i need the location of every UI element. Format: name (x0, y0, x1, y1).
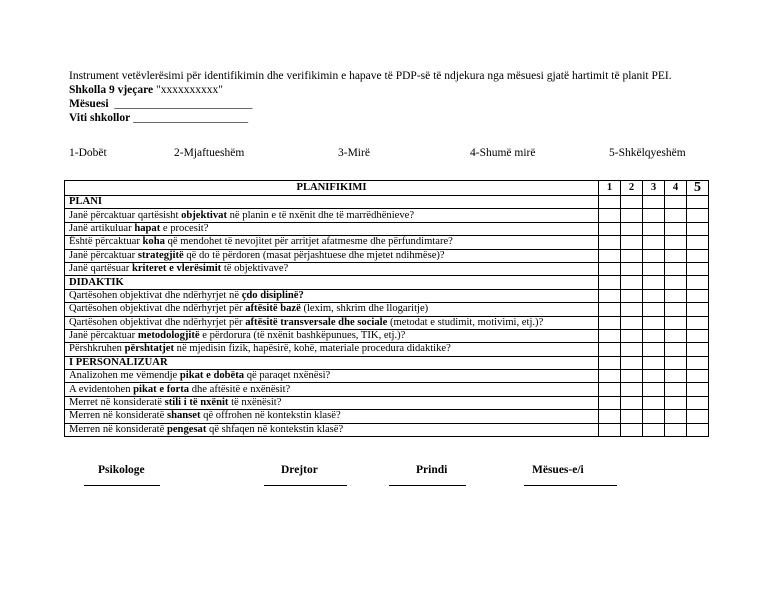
signature-label-drejtor: Drejtor (281, 464, 318, 476)
rating-cell[interactable] (687, 276, 709, 289)
criterion-text-post: (metodat e studimit, motivimi, etj.)? (387, 316, 544, 328)
criterion-text-post: në planin e të nxënit dhe të marrëdhënieve? (226, 209, 415, 221)
criterion-keyword: aftësitë transversale dhe sociale (245, 316, 388, 328)
column-header-5: 5 (687, 181, 709, 196)
rating-cell[interactable] (621, 356, 643, 369)
criterion-keyword: strategjitë (137, 249, 184, 261)
criterion-row (65, 329, 709, 342)
section-title: PLANI (65, 196, 599, 209)
rating-cell[interactable] (665, 303, 687, 316)
rating-cell[interactable] (687, 329, 709, 342)
criterion-keyword: stili i të nxënit (164, 397, 229, 409)
rating-cell[interactable] (687, 316, 709, 329)
rating-cell[interactable] (599, 303, 621, 316)
rating-cell[interactable] (665, 236, 687, 249)
criterion-text-pre: Qartësohen objektivat dhe ndërhyrjet për (69, 303, 246, 315)
rating-cell[interactable] (621, 196, 643, 209)
rating-cell[interactable] (687, 289, 709, 302)
rating-cell[interactable] (643, 236, 665, 249)
section-row (65, 356, 709, 369)
rating-cell[interactable] (643, 383, 665, 396)
criterion-keyword: hapat (134, 222, 161, 234)
rating-cell[interactable] (599, 262, 621, 275)
criterion-text-post: (lexim, shkrim dhe llogaritje) (300, 303, 429, 315)
rating-cell[interactable] (643, 222, 665, 235)
rating-cell[interactable] (599, 316, 621, 329)
rating-cell[interactable] (665, 276, 687, 289)
signature-line-mesues (524, 485, 617, 486)
scale-label-5: 5-Shkëlqyeshëm (609, 147, 686, 159)
rating-cell[interactable] (665, 343, 687, 356)
rating-cell[interactable] (665, 196, 687, 209)
rating-cell[interactable] (621, 262, 643, 275)
criterion-keyword: shanset (166, 410, 201, 422)
criterion-text-pre: Është përcaktuar (69, 236, 143, 248)
rating-cell[interactable] (687, 196, 709, 209)
rating-cell[interactable] (621, 343, 643, 356)
section-row (65, 196, 709, 209)
rating-cell[interactable] (665, 423, 687, 436)
criterion-row (65, 410, 709, 423)
rating-cell[interactable] (599, 276, 621, 289)
criterion-text (65, 303, 599, 316)
criterion-text-pre: Qartësohen objektivat dhe ndërhyrjet për (69, 316, 246, 328)
school-year-line: Viti shkollor ____________________ (69, 112, 249, 124)
rating-cell[interactable] (599, 423, 621, 436)
criterion-text-post: që mendohet të nevojitet për arritjet afatmesme dhe përfundimtare? (164, 236, 453, 248)
rating-cell[interactable] (687, 396, 709, 409)
criterion-keyword: pikat e forta (133, 383, 190, 395)
criterion-row (65, 383, 709, 396)
criterion-keyword: objektivat (181, 209, 227, 221)
table-title: PLANIFIKIMI (65, 181, 599, 196)
column-header-3: 3 (643, 181, 665, 196)
column-header-1: 1 (599, 181, 621, 196)
rating-cell[interactable] (687, 383, 709, 396)
rating-cell[interactable] (665, 209, 687, 222)
rating-cell[interactable] (665, 356, 687, 369)
rating-cell[interactable] (643, 316, 665, 329)
signature-line-drejtor (264, 485, 347, 486)
document-header (69, 69, 672, 125)
school-line: Shkolla 9 vjeçare "xxxxxxxxxx" (69, 84, 223, 96)
rating-cell[interactable] (599, 289, 621, 302)
rating-cell[interactable] (687, 423, 709, 436)
rating-cell[interactable] (643, 423, 665, 436)
criterion-keyword: koha (142, 236, 165, 248)
rating-cell[interactable] (599, 356, 621, 369)
rating-cell[interactable] (687, 370, 709, 383)
criterion-text (65, 370, 599, 383)
criterion-text-post: të nxënësit? (228, 397, 282, 409)
criterion-text-pre: Janë përcaktuar qartësisht (69, 209, 182, 221)
criterion-text (65, 423, 599, 436)
rating-cell[interactable] (687, 262, 709, 275)
rating-cell[interactable] (643, 303, 665, 316)
criterion-text-post: e procesit? (160, 222, 209, 234)
criterion-text-pre: Janë qartësuar (69, 263, 132, 275)
scale-label-4: 4-Shumë mirë (470, 147, 536, 159)
criterion-text-post: që paraqet nxënësi? (244, 370, 331, 382)
section-row (65, 276, 709, 289)
rating-cell[interactable] (687, 236, 709, 249)
rating-cell[interactable] (665, 316, 687, 329)
criterion-keyword: çdo disiplinë? (241, 289, 304, 301)
rating-cell[interactable] (687, 343, 709, 356)
rating-cell[interactable] (665, 289, 687, 302)
table-header-row (65, 181, 709, 196)
rating-cell[interactable] (643, 276, 665, 289)
signature-label-mesues: Mësues-e/i (532, 464, 584, 476)
criterion-text-post: që do të përdoren (masat përjashtuese dhe mjetet ndihmëse)? (183, 249, 445, 261)
criterion-keyword: aftësitë bazë (245, 303, 301, 315)
criterion-text (65, 262, 599, 275)
criterion-text (65, 383, 599, 396)
evaluation-table (64, 180, 709, 437)
rating-cell[interactable] (621, 383, 643, 396)
rating-cell[interactable] (665, 383, 687, 396)
criterion-text (65, 396, 599, 409)
criterion-row (65, 236, 709, 249)
criterion-keyword: pengesat (166, 423, 207, 435)
rating-cell[interactable] (687, 249, 709, 262)
criterion-row (65, 316, 709, 329)
criterion-text (65, 236, 599, 249)
signature-line-psikologe (84, 485, 160, 486)
scale-label-2: 2-Mjaftueshëm (174, 147, 245, 159)
rating-cell[interactable] (621, 236, 643, 249)
rating-cell[interactable] (599, 396, 621, 409)
criterion-text (65, 410, 599, 423)
criterion-row (65, 370, 709, 383)
criterion-row (65, 303, 709, 316)
document-title: Instrument vetëvlerësimi për identifikimin dhe verifikimin e hapave të PDP-së të ndjekura nga mësuesi gjatë hartimit të planit PEI. (69, 70, 672, 82)
criterion-row (65, 262, 709, 275)
rating-cell[interactable] (643, 289, 665, 302)
column-header-2: 2 (621, 181, 643, 196)
rating-cell[interactable] (687, 222, 709, 235)
rating-cell[interactable] (687, 303, 709, 316)
criterion-text-pre: Janë përcaktuar (69, 249, 138, 261)
criterion-row (65, 289, 709, 302)
criterion-text-post: dhe aftësitë e nxënësit? (189, 383, 291, 395)
rating-cell[interactable] (621, 396, 643, 409)
rating-cell[interactable] (665, 262, 687, 275)
criterion-text (65, 329, 599, 342)
signature-line-prindi (389, 485, 466, 486)
criterion-row (65, 423, 709, 436)
rating-cell[interactable] (687, 356, 709, 369)
rating-cell[interactable] (599, 222, 621, 235)
criterion-text (65, 343, 599, 356)
criterion-text-pre: Përshkruhen (69, 343, 125, 355)
rating-cell[interactable] (621, 329, 643, 342)
rating-cell[interactable] (599, 249, 621, 262)
rating-cell[interactable] (643, 410, 665, 423)
rating-cell[interactable] (621, 370, 643, 383)
rating-cell[interactable] (687, 410, 709, 423)
criterion-text-pre: A evidentohen (69, 383, 134, 395)
criterion-row (65, 249, 709, 262)
criterion-text-pre: Analizohen me vëmendje (69, 370, 180, 382)
section-title: DIDAKTIK (65, 276, 599, 289)
rating-cell[interactable] (665, 370, 687, 383)
signature-label-psikologe: Psikologe (98, 464, 145, 476)
rating-cell[interactable] (687, 209, 709, 222)
rating-cell[interactable] (599, 196, 621, 209)
rating-cell[interactable] (621, 303, 643, 316)
rating-cell[interactable] (621, 423, 643, 436)
criterion-text-post: në mjedisin fizik, hapësirë, kohë, materiale procedura didaktike? (174, 343, 451, 355)
rating-cell[interactable] (621, 209, 643, 222)
criterion-keyword: metodologjitë (137, 330, 200, 342)
rating-cell[interactable] (599, 343, 621, 356)
rating-cell[interactable] (621, 276, 643, 289)
rating-cell[interactable] (599, 383, 621, 396)
rating-cell[interactable] (621, 222, 643, 235)
rating-cell[interactable] (599, 329, 621, 342)
criterion-text-pre: Merren në konsideratë (69, 410, 167, 422)
criterion-text-post: që offrohen në kontekstin klasë? (200, 410, 341, 422)
rating-cell[interactable] (621, 289, 643, 302)
rating-cell[interactable] (643, 356, 665, 369)
criterion-row (65, 222, 709, 235)
rating-cell[interactable] (665, 222, 687, 235)
rating-cell[interactable] (643, 343, 665, 356)
rating-cell[interactable] (621, 410, 643, 423)
criterion-keyword: përshtatjet (124, 343, 175, 355)
teacher-line: Mësuesi ________________________ (69, 98, 253, 110)
rating-cell[interactable] (643, 329, 665, 342)
criterion-text (65, 222, 599, 235)
criterion-text (65, 209, 599, 222)
evaluation-table-body (65, 181, 709, 437)
criterion-row (65, 396, 709, 409)
criterion-text-post: të objektivave? (221, 263, 289, 275)
criterion-text-post: që shfaqen në kontekstin klasë? (206, 423, 344, 435)
criterion-text (65, 249, 599, 262)
criterion-text-pre: Janë artikuluar (69, 222, 135, 234)
criterion-text-pre: Qartësohen objektivat dhe ndërhyrjet në (69, 289, 242, 301)
criterion-row (65, 343, 709, 356)
scale-label-1: 1-Dobët (69, 147, 107, 159)
criterion-keyword: pikat e dobëta (179, 370, 245, 382)
rating-cell[interactable] (643, 370, 665, 383)
rating-cell[interactable] (643, 262, 665, 275)
signature-label-prindi: Prindi (416, 464, 448, 476)
rating-cell[interactable] (665, 329, 687, 342)
rating-cell[interactable] (599, 209, 621, 222)
criterion-text-pre: Merren në konsideratë (69, 423, 167, 435)
column-header-4: 4 (665, 181, 687, 196)
rating-cell[interactable] (599, 410, 621, 423)
rating-cell[interactable] (643, 396, 665, 409)
rating-cell[interactable] (643, 196, 665, 209)
criterion-row (65, 209, 709, 222)
scale-label-3: 3-Mirë (338, 147, 370, 159)
rating-cell[interactable] (599, 236, 621, 249)
rating-cell[interactable] (665, 396, 687, 409)
rating-cell[interactable] (665, 410, 687, 423)
rating-cell[interactable] (643, 249, 665, 262)
criterion-text-pre: Merret në konsideratë (69, 397, 165, 409)
criterion-text (65, 316, 599, 329)
criterion-text-post: e përdorura (të nxënit bashkëpunues, TIK, etj.)? (199, 330, 406, 342)
rating-cell[interactable] (621, 316, 643, 329)
criterion-keyword: kriteret e vlerësimit (131, 263, 222, 275)
rating-cell[interactable] (599, 370, 621, 383)
section-title: I PERSONALIZUAR (65, 356, 599, 369)
rating-cell[interactable] (665, 249, 687, 262)
criterion-text (65, 289, 599, 302)
criterion-text-pre: Janë përcaktuar (69, 330, 138, 342)
rating-cell[interactable] (643, 209, 665, 222)
rating-cell[interactable] (621, 249, 643, 262)
